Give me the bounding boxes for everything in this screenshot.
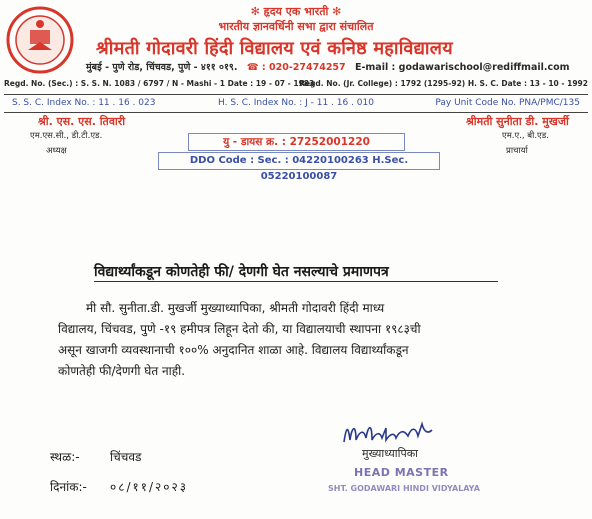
sponsor-line: भारतीय ज्ञानवर्धिनी सभा द्वारा संचालित xyxy=(218,20,374,33)
headmistress-name: श्रीमती सुनीता डी. मुखर्जी xyxy=(466,115,569,128)
email: E-mail : godawarischool@rediffmail.com xyxy=(354,62,570,73)
place-label: स्थळ:- xyxy=(50,450,80,464)
headmistress-degree: एम.ए., बी.एड. xyxy=(502,131,549,141)
address: मुंबई - पुणे रोड, चिंचवड, पुणे - ४११ ०१९. xyxy=(86,62,238,73)
stamp-text: HEAD MASTER xyxy=(354,466,449,479)
signatory-role: मुख्याध्यापिका xyxy=(362,447,419,460)
school-name: श्रीमती गोदावरी हिंदी विद्यालय एवं कनिष्ठ महाविद्यालय xyxy=(96,38,453,59)
date-value: ०८/११/२०२३ xyxy=(110,480,189,494)
date-label: दिनांक:- xyxy=(50,480,87,494)
ddo-code: DDO Code : Sec. : 04220100263 H.Sec. 05220100087 xyxy=(158,152,440,170)
divider xyxy=(4,112,588,113)
address-line xyxy=(86,60,570,73)
registration-line xyxy=(4,79,588,88)
ssc-index: S. S. C. Index No. : 11 . 16 . 023 xyxy=(12,98,156,108)
pay-unit: Pay Unit Code No. PNA/PMC/135 xyxy=(435,98,580,108)
regn-jr: Regd. No. (Jr. College) : 1792 (1295-92) H. S. C. Date : 13 - 10 - 1992 xyxy=(299,79,588,88)
body-line: मी सौ. सुनीता.डी. मुखर्जी मुख्याध्यापिका, श्रीमती गोदावरी हिंदी माध्य xyxy=(86,301,385,315)
principal-role: अध्यक्ष xyxy=(46,146,67,156)
divider xyxy=(4,94,588,95)
regn-sec: Regd. No. (Sec.) : S. S. N. 1083 / 6797 / N - Mashi - 1 Date : 19 - 07 - 1983 xyxy=(4,79,315,88)
phone: ☎ : 020-27474257 xyxy=(246,62,346,73)
principal-degree: एम.एस.सी., डी.टी.एड. xyxy=(30,131,103,141)
hsc-index: H. S. C. Index No. : J - 11 . 16 . 010 xyxy=(218,98,374,108)
udise-code: यु - डायस क्र. : 27252001220 xyxy=(188,133,405,151)
body-line: कोणतेही फी/देणगी घेत नाही. xyxy=(58,364,186,378)
place-value: चिंचवड xyxy=(110,450,142,464)
principal-name: श्री. एस. एस. तिवारी xyxy=(38,115,126,128)
motto: ✻ हृदय एक भारती ✻ xyxy=(250,5,342,18)
index-line xyxy=(4,96,588,112)
certificate-title: विद्यार्थ्यांकडून कोणतेही फी/ देणगी घेत नसल्याचे प्रमाणपत्र xyxy=(94,264,389,280)
body-line: विद्यालय, चिंचवड, पुणे -१९ हमीपत्र लिहून देतो की, या विद्यालयाची स्थापना १९८३ची xyxy=(58,322,421,336)
stamp-subtext: SHT. GODAWARI HINDI VIDYALAYA xyxy=(328,484,480,493)
body-line: असून खाजगी व्यवस्थानाची १००% अनुदानित शाळा आहे. विद्यालय विद्यार्थ्यांकडून xyxy=(58,343,409,357)
headmistress-role: प्राचार्या xyxy=(506,146,528,156)
title-underline xyxy=(94,281,498,282)
school-logo xyxy=(6,6,74,74)
